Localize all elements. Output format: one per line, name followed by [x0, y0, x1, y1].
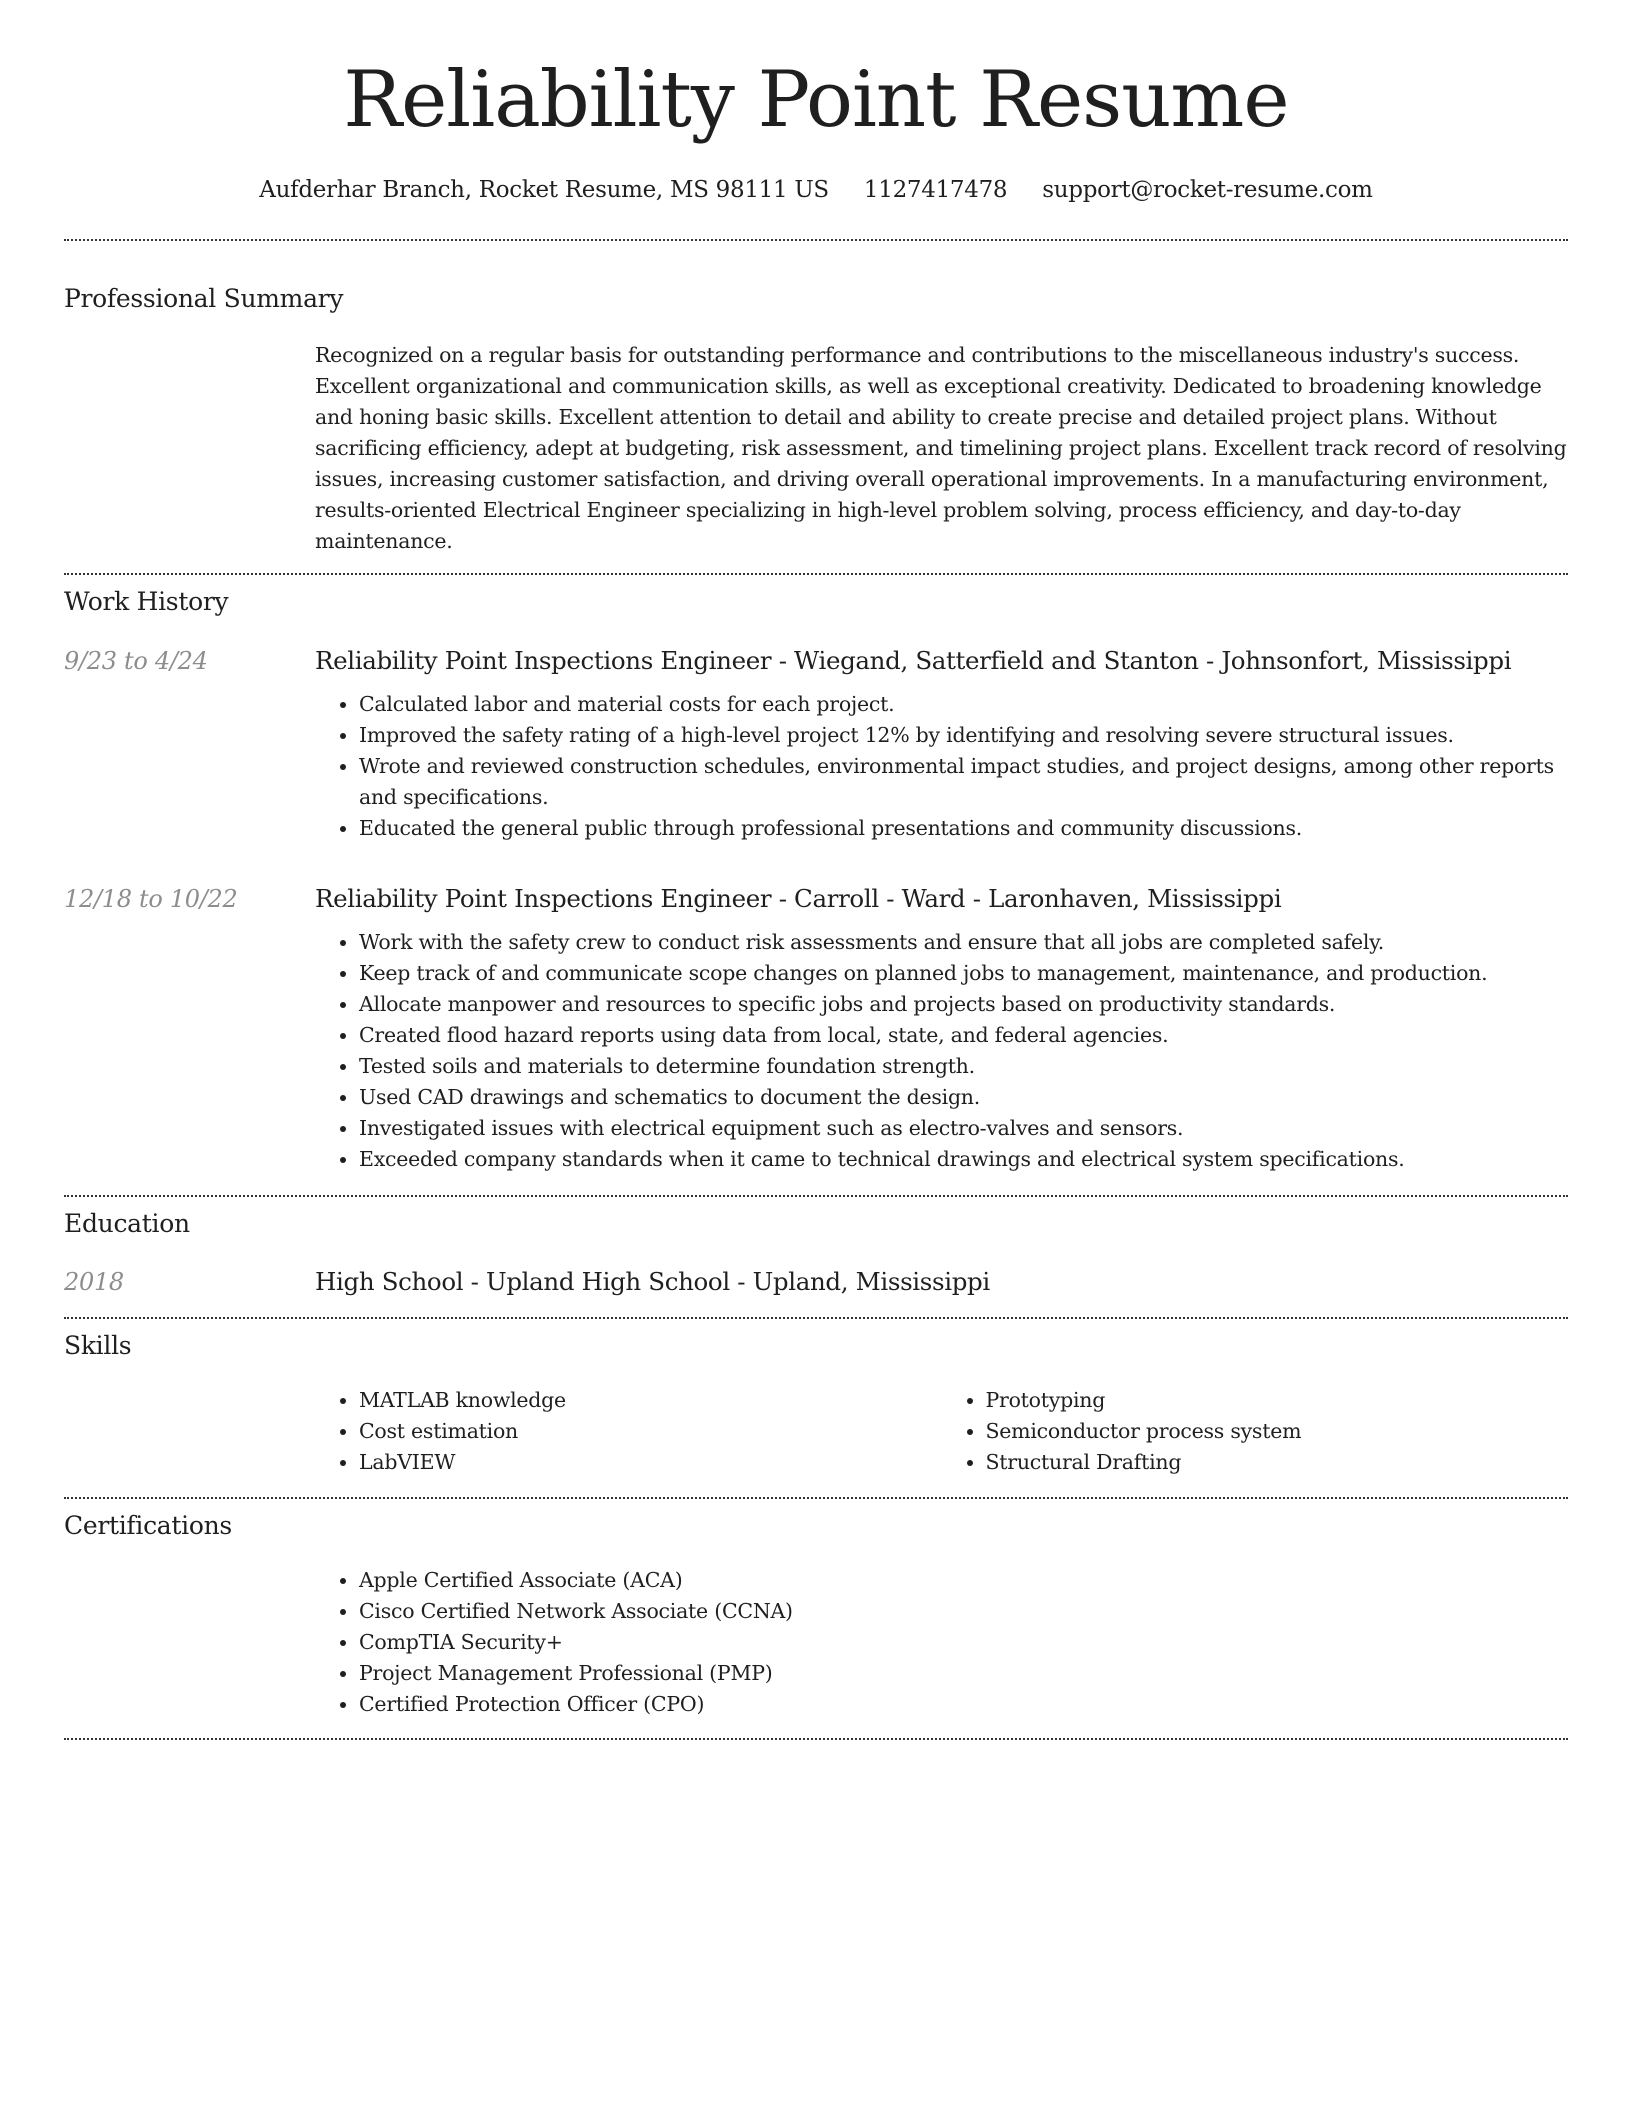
list-item: • Prototyping	[986, 1385, 1569, 1416]
section-title-skills: Skills	[64, 1331, 132, 1360]
certifications-list	[315, 1565, 1568, 1720]
list-item: • Allocate manpower and resources to specific jobs and projects based on productivity standards.	[359, 989, 1568, 1020]
education-entry	[315, 1264, 1568, 1300]
job-heading: Reliability Point Inspections Engineer - Carroll - Ward - Laronhaven, Mississippi	[315, 884, 1282, 913]
list-item: • MATLAB knowledge	[359, 1385, 942, 1416]
job-bullets	[315, 689, 1568, 844]
divider	[64, 1497, 1568, 1499]
job-entry	[315, 881, 1568, 1175]
list-item: • Educated the general public through professional presentations and community discussions.	[359, 813, 1568, 844]
resume-name: Reliability Point Resume	[343, 55, 1289, 145]
list-item: • Cost estimation	[359, 1416, 942, 1447]
list-item: • LabVIEW	[359, 1447, 942, 1478]
education-heading: High School - Upland High School - Upland, Mississippi	[315, 1267, 990, 1296]
list-item: • CompTIA Security+	[359, 1627, 1568, 1658]
list-item: • Cisco Certified Network Associate (CCNA)	[359, 1596, 1568, 1627]
section-title-education: Education	[64, 1209, 190, 1238]
list-item: • Semiconductor process system	[986, 1416, 1569, 1447]
list-item: • Certified Protection Officer (CPO)	[359, 1689, 1568, 1720]
section-title-certifications: Certifications	[64, 1511, 232, 1540]
summary-block	[315, 340, 1568, 557]
skills-column	[315, 1385, 942, 1478]
list-item: • Wrote and reviewed construction schedules, environmental impact studies, and project designs, among other reports and specifications.	[359, 751, 1568, 813]
divider	[64, 573, 1568, 575]
list-item: • Structural Drafting	[986, 1447, 1569, 1478]
section-title-work-history: Work History	[64, 587, 229, 616]
job-dates: 9/23 to 4/24	[64, 647, 208, 675]
list-item: • Created flood hazard reports using data from local, state, and federal agencies.	[359, 1020, 1568, 1051]
job-bullets	[315, 927, 1568, 1175]
contact-email: support@rocket-resume.com	[1042, 177, 1373, 203]
divider	[64, 1317, 1568, 1319]
list-item: • Investigated issues with electrical equipment such as electro-valves and sensors.	[359, 1113, 1568, 1144]
list-item: • Used CAD drawings and schematics to document the design.	[359, 1082, 1568, 1113]
section-title-summary: Professional Summary	[64, 284, 344, 313]
contact-address: Aufderhar Branch, Rocket Resume, MS 98111 US	[259, 177, 829, 203]
list-item: • Calculated labor and material costs for each project.	[359, 689, 1568, 720]
list-item: • Apple Certified Associate (ACA)	[359, 1565, 1568, 1596]
job-entry	[315, 643, 1568, 844]
list-item: • Project Management Professional (PMP)	[359, 1658, 1568, 1689]
contact-line	[64, 170, 1568, 210]
list-item: • Improved the safety rating of a high-level project 12% by identifying and resolving severe structural issues.	[359, 720, 1568, 751]
skills-block	[315, 1385, 1568, 1478]
job-dates: 12/18 to 10/22	[64, 885, 238, 913]
education-year: 2018	[64, 1268, 124, 1296]
list-item: • Tested soils and materials to determine foundation strength.	[359, 1051, 1568, 1082]
contact-phone: 1127417478	[863, 177, 1008, 203]
divider	[64, 1738, 1568, 1740]
list-item: • Work with the safety crew to conduct risk assessments and ensure that all jobs are completed safely.	[359, 927, 1568, 958]
skills-column	[942, 1385, 1569, 1478]
job-heading: Reliability Point Inspections Engineer - Wiegand, Satterfield and Stanton - Johnsonfort, Mississippi	[315, 646, 1512, 675]
list-item: • Keep track of and communicate scope changes on planned jobs to management, maintenance, and production.	[359, 958, 1568, 989]
divider	[64, 1195, 1568, 1197]
summary-text: Recognized on a regular basis for outstanding performance and contributions to the miscellaneous industry's success. Excellent organizational and communication skills, as well as exceptional creativity. Dedicated to broadening knowledge and honing basic skills. Excellent attention to detail and ability to create precise and detailed project plans. Without sacrificing efficiency, adept at budgeting, risk assessment, and timelining project plans. Excellent track record of resolving issues, increasing customer satisfaction, and driving overall operational improvements. In a manufacturing environment, results-oriented Electrical Engineer specializing in high-level problem solving, process efficiency, and day-to-day maintenance.	[315, 343, 1567, 553]
divider	[64, 239, 1568, 241]
skills-grid	[315, 1385, 1568, 1478]
list-item: • Exceeded company standards when it came to technical drawings and electrical system specifications.	[359, 1144, 1568, 1175]
certifications-block	[315, 1565, 1568, 1720]
